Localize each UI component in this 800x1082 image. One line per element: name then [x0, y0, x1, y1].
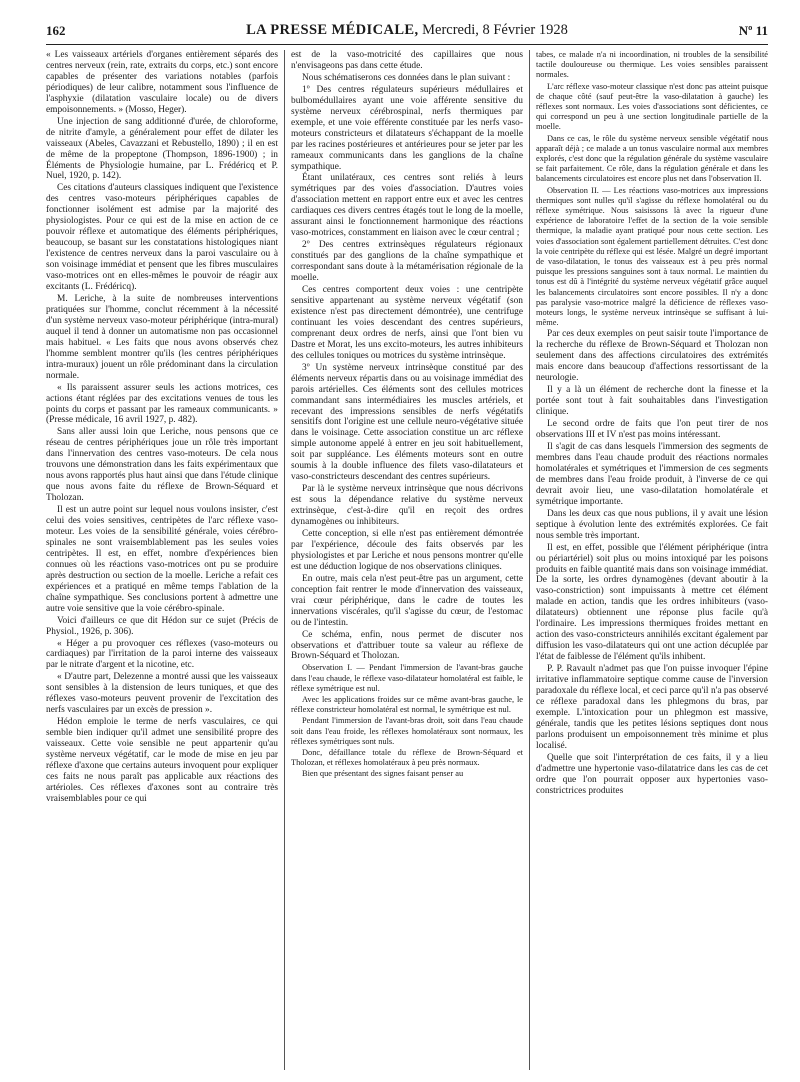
paragraph: est de la vaso-motricité des capillaires que nous n'envisageons pas dans cette étude. — [291, 50, 523, 71]
paragraph: L'arc réflexe vaso-moteur classique n'est donc pas atteint puisque de chaque côté (sauf peut-être la vaso-dilatation à gauche) les réflexes sont normaux. Les voies d'associations sont déficientes, ce qui correspond un peu à une section longitudinale partielle de la moelle. — [536, 81, 768, 132]
paragraph: Dans ce cas, le rôle du système nerveux sensible végétatif nous apparaît déjà ; ce malade a un tonus vasculaire normal aux membres explorés, c'est donc que la régulation générale du système vasculaire se fait parfaitement. Ce rôle, dans la régulation générale et dans les balancements circulatoires est encore plus net dans l'observation II. — [536, 133, 768, 184]
paragraph: Il est, en effet, possible que l'élément périphérique (intra ou périartériel) soit plus ou moins intoxiqué par les poisons produits en faible quantité mais dans son voisinage immédiat. De la sorte, les ordres dynamogènes (devant aboutir à la vaso-constriction) sont impuissants à mettre cet élément malade en action, tandis que les ordres inhibiteurs (vaso-dilatateurs) obtiennent une réponse plus facile qu'à l'ordinaire. Les impressions thermiques froides mettant en action des vaso-constricteurs annihilés excitant également par diffusion les vaso-dilatateurs qui ont une action décuplée par l'état de faiblesse de l'élément qu'ils inhibent. — [536, 542, 768, 663]
paragraph: Observation I. — Pendant l'immersion de l'avant-bras gauche dans l'eau chaude, le réflexe vaso-dilatateur homolatéral est faible, le réflexe symétrique est nul. — [291, 663, 523, 693]
paragraph: Hédon emploie le terme de nerfs vasculaires, ce qui semble bien indiquer qu'il admet une sensibilité propre des vaisseaux. Cette voie sensible ne peut appartenir qu'au système nerveux végétatif, car le mode de mise en jeu par réflexe d'axone que certains auteurs invoquent pour expliquer ces faits ne nous paraît pas applicable aux réactions des artérioles. Ces réflexes d'axones sont au contraire très vraisemblables pour ce qui — [46, 717, 278, 804]
paragraph: Ce schéma, enfin, nous permet de discuter nos observations et d'attribuer toute sa valeur au réflexe de Brown-Séquard et Tholozan. — [291, 629, 523, 662]
paragraph: Il est un autre point sur lequel nous voulons insister, c'est celui des voies sensitives, centripètes de l'arc réflexe vaso-moteur. Les voies de la sensibilité générale, voies cérébro-spinales ne sont vraisemblablement pas les seules voies centripètes. Il est, en effet, nombre d'expériences bien connues où les réactions vaso-motrices ont pu se produire après destruction ou section de la moelle. Leriche a refait ces expériences et a pratiqué en même temps l'ablation de la chaîne sympathique. Ses conclusions portent à admettre une autre voie sensitive que la voie cérébro-spinale. — [46, 505, 278, 614]
paragraph: Par là le système nerveux intrinsèque que nous décrivons est sous la dépendance relative du système nerveux extrinsèque, c'est-à-dire qu'il en reçoit des ordres dynamogènes ou inhibiteurs. — [291, 484, 523, 528]
paragraph: Quelle que soit l'interprétation de ces faits, il y a lieu d'admettre une hypertonie vaso-dilatatrice dans les cas de cet ordre que l'on pourrait opposer aux hypertonies vaso-constrictrices produites — [536, 752, 768, 796]
column-separator — [284, 50, 285, 1070]
paragraph: Dans les deux cas que nous publions, il y avait une lésion septique à évolution lente des extrémités explorées. Ce fait nous semble très important. — [536, 508, 768, 541]
paragraph: Le second ordre de faits que l'on peut tirer de nos observations III et IV n'est pas moins intéressant. — [536, 419, 768, 441]
paragraph: Étant unilatéraux, ces centres sont reliés à leurs symétriques par des voies d'association. D'autres voies d'association mettent en rapport entre eux et avec les centres cardiaques ces divers centres étagés tout le long de la moelle, assurant ainsi le fonctionnement harmonique des réactions vaso-motrices, constamment en liaison avec le cœur central ; — [291, 173, 523, 239]
journal-title — [46, 22, 768, 39]
issue-number: Nº 11 — [738, 23, 768, 38]
page-number: 162 — [46, 23, 66, 38]
paragraph: M. Leriche, à la suite de nombreuses interventions pratiquées sur l'homme, conclut récemment à la nécessité d'un système nerveux vaso-moteur périphérique (intra-mural) auquel il tend à donner un automatisme non pas occasionnel mais habituel. « Les faits que nous avons observés chez l'homme semblent montrer qu'ils (les centres périphériques intra-muraux) jouent un rôle prédominant dans la circulation normale. — [46, 293, 278, 381]
text-column-3 — [536, 50, 768, 1070]
paragraph: « D'autre part, Delezenne a montré aussi que les vaisseaux sont sensibles à la distension de leurs tuniques, et que des réflexes vaso-moteurs peuvent provenir de l'excitation des nerfs vasculaires par un excès de pression ». — [46, 672, 278, 716]
paragraph: En outre, mais cela n'est peut-être pas un argument, cette conception fait rentrer le mode d'innervation des vaisseaux, vrai cœur périphérique, dans le cadre de toutes les innervations viscérales, qu'il s'agisse du cœur, de l'estomac ou de l'intestin. — [291, 573, 523, 628]
paragraph: Cette conception, si elle n'est pas entièrement démontrée par l'expérience, découle des faits observés par les physiologistes et par Leriche et nous pensons montrer qu'elle est une déduction logique de nos observations cliniques. — [291, 528, 523, 572]
article-columns — [46, 50, 768, 1070]
paragraph: tabes, ce malade n'a ni incoordination, ni troubles de la sensibilité tactile douloureuse ou thermique. Les voies sensibles paraissent normales. — [536, 50, 768, 80]
paragraph: Ces citations d'auteurs classiques indiquent que l'existence des centres vaso-moteurs périphériques capables de fonctionner isolément est admise par la majorité des physiologistes. Pour ce qui est de la mise en action de ce pouvoir réflexe et automatique des éléments périphériques, beaucoup, se basant sur les constatations histologiques niant l'existence de centres nerveux dans la paroi vasculaire ou à son voisinage immédiat et pensent que les fibres musculaires vaso-motrices ont en elles-mêmes le pouvoir de réagir aux excitants (L. Frédéricq). — [46, 183, 278, 293]
text-column-2 — [291, 50, 523, 1070]
paragraph: Observation II. — Les réactions vaso-motrices aux impressions thermiques sont nulles qu'il s'agisse du réflexe homolatéral ou du réflexe symétrique. Nous saisissons là avec la rigueur d'une expérience de laboratoire l'effet de la section de la voie sensible thermique, la maladie ayant pratiqué pour nous cette section. Les voies d'association sont également partiellement détruites. C'est donc la voie centripète du réflexe qui est lésée. Malgré un degré important de vaso-dilatation, le tonus des vaisseaux est à peu près normal puisque les pressions sanguines sont à taux normal. Le maintien du tonus est dû à l'intégrité du système nerveux végétatif grâce auquel les balancements circulatoires sont encore possibles. Il n'y a donc pas paralysie vaso-motrice malgré la déficience de réflexes vaso-moteurs longs, le système nerveux intrinsèque se suffisant à lui-même. — [536, 185, 768, 328]
paragraph: Il y a là un élément de recherche dont la finesse et la portée sont tout à fait souhaitables dans l'investigation clinique. — [536, 385, 768, 418]
paragraph: Donc, défaillance totale du réflexe de Brown-Séquard et Tholozan, et réflexes homolatéraux à peu près normaux. — [291, 748, 523, 768]
newspaper-page — [46, 20, 768, 1070]
paragraph: Voici d'ailleurs ce que dit Hédon sur ce sujet (Précis de Physiol., 1926, p. 306). — [46, 615, 278, 637]
paragraph: 3º Un système nerveux intrinsèque constitué par des éléments nerveux répartis dans ou au voisinage immédiat des parois artérielles. Ces éléments sont des cellules motrices commandant sans intermédiaires les muscles artériels, et recevant des impressions sensibles de nerfs végétatifs sensitifs dont l'origine est une cellule neuro-végétative située dans le voisinage. Cette association constitue un arc réflexe simple autonome appelé à entrer en jeu soit habituellement, soit par suppléance. Les éléments moteurs sont en outre soumis à la double influence des filets vaso-dilatateurs et vaso-constricteurs descendant des centres supérieurs. — [291, 362, 523, 483]
paragraph: Pendant l'immersion de l'avant-bras droit, soit dans l'eau chaude soit dans l'eau froide, les réflexes homolatéraux sont normaux, les réflexes symétriques sont nuls. — [291, 716, 523, 746]
journal-date: Mercredi, 8 Février 1928 — [418, 22, 568, 38]
paragraph: Ces centres comportent deux voies : une centripète sensitive appartenant au système nerveux végétatif (son existence n'est pas directement démontrée), une centrifuge continuant les voies descendant des centres supérieurs, comprenant deux ordres de nerfs, ainsi que l'ont bien vu Dastre et Morat, les uns excito-moteurs, les autres inhibiteurs des cellules toniques ou motrices du système intrinsèque. — [291, 285, 523, 361]
paragraph: Une injection de sang additionné d'urée, de chloroforme, de nitrite d'amyle, a généralement pour effet de dilater les vaisseaux (Abeles, Cavazzani et Rebustello, 1890) ; il en est de même de la propeptone (Thompson, 1896-1900) ; in Éléments de Physiologie humaine, par L. Frédéricq et P. Nuel, 1920, p. 142). — [46, 116, 278, 182]
paragraph: Avec les applications froides sur ce même avant-bras gauche, le réflexe constricteur homolatéral est normal, le symétrique est nul. — [291, 695, 523, 715]
paragraph: Sans aller aussi loin que Leriche, nous pensons que ce réseau de centres périphériques joue un rôle très important dans l'innervation des centres vaso-moteurs. De cela nous trouvons une démonstration dans les faits expérimentaux que nous avons rapportés plus haut ainsi que dans l'étude clinique que nous avons faite du réflexe de Brown-Séquard et Tholozan. — [46, 427, 278, 504]
paragraph: « Les vaisseaux artériels d'organes entièrement séparés des centres nerveux (rein, rate, extraits du corps, etc.) sont encore capables de présenter des variations notables (parfois périodiques) de leur calibre, notamment sous l'influence de l'asphyxie (dilatation vasculaire locale) ou de divers empoisonnements. » (Mosso, Heger). — [46, 50, 278, 115]
paragraph: Bien que présentant des signes faisant penser au — [302, 769, 464, 779]
paragraph: « Héger a pu provoquer ces réflexes (vaso-moteurs ou cardiaques) par l'irritation de la paroi interne des vaisseaux par le nitrate d'argent et la nicotine, etc. — [46, 638, 278, 671]
text-column-1 — [46, 50, 278, 1070]
paragraph: P. P. Ravault n'admet pas que l'on puisse invoquer l'épine irritative inflammatoire septique comme cause de l'inversion paradoxale du réflexe local, et ceci parce qu'il n'a pas observé ce réflexe paradoxal dans les phlegmons du bras, par exemple. L'intoxication pour un phlegmon est massive, générale, tandis que les petites lésions septiques dont nous parlons produisent un empoisonnement très minime et plus localisé. — [536, 664, 768, 751]
paragraph: Il s'agit de cas dans lesquels l'immersion des segments de membres dans l'eau chaude produit des réactions normales homolatérales et symétriques et l'immersion de ces segments de membres dans l'eau froide produit, à l'inverse de ce qui devrait avoir lieu, une vaso-dilatation homolatérale et symétrique importante. — [536, 442, 768, 507]
journal-name: LA PRESSE MÉDICALE, — [246, 22, 419, 38]
paragraph: « Ils paraissent assurer seuls les actions motrices, ces actions étant réglées par des excitations venues de tous les points du corps et passant par les rameaux communicants. » (Presse médicale, 16 avril 1927, p. 482). — [46, 382, 278, 426]
paragraph: Par ces deux exemples on peut saisir toute l'importance de la recherche du réflexe de Brown-Séquard et Tholozan non seulement dans des affections circulatoires des extrémités mais encore dans beaucoup d'affections ressortissant de la neurologie. — [536, 329, 768, 384]
column-separator — [529, 50, 530, 1070]
paragraph: 2º Des centres extrinsèques régulateurs régionaux constitués par des ganglions de la chaîne sympathique et correspondant sans doute à la métamérisation régionale de la moelle. — [291, 240, 523, 284]
paragraph: 1º Des centres régulateurs supérieurs médullaires et bulbomédullaires ayant une voie afférente sensitive du système nerveux cérébrospinal, nerfs thermiques par exemple, et une voie efférente constituée par les nerfs vaso-moteurs constricteurs et dilatateurs s'échappant de la moelle par les racines postérieures et antérieures pour se jeter par les rameaux communicants dans les ganglions de la chaîne sympathique. — [291, 84, 523, 172]
paragraph: Nous schématiserons ces données dans le plan suivant : — [302, 72, 511, 83]
page-header — [46, 20, 768, 45]
